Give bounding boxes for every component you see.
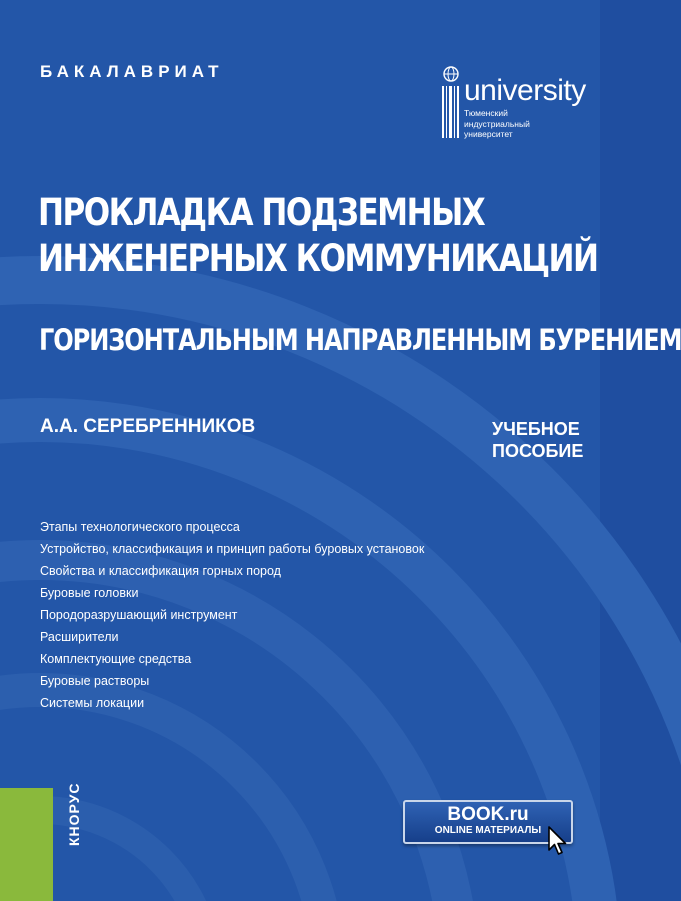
book-title <box>38 190 598 282</box>
publisher-name: КНОРУС <box>66 782 82 846</box>
bookru-sublabel: ONLINE МАТЕРИАЛЫ <box>434 825 542 836</box>
list-item: Системы локации <box>40 696 145 710</box>
university-subtitle: Тюменский индустриальный университет <box>464 108 530 139</box>
list-item: Устройство, классификация и принцип работы буровых установок <box>40 542 425 556</box>
list-item: Свойства и классификация горных пород <box>40 564 281 578</box>
book-kind <box>492 418 584 462</box>
barcode-icon <box>442 86 460 138</box>
series-label: БАКАЛАВРИАТ <box>40 62 224 81</box>
title-line-2: ИНЖЕНЕРНЫХ КОММУНИКАЦИЙ <box>38 237 598 280</box>
publisher-color-strip <box>0 788 53 901</box>
kind-line-1: УЧЕБНОЕ <box>492 419 580 439</box>
topics-list <box>40 516 424 714</box>
university-logo <box>440 64 586 144</box>
book-subtitle: ГОРИЗОНТАЛЬНЫМ НАПРАВЛЕННЫМ БУРЕНИЕМ <box>39 323 681 357</box>
list-item: Буровые головки <box>40 586 139 600</box>
list-item: Породоразрушающий инструмент <box>40 608 238 622</box>
title-line-1: ПРОКЛАДКА ПОДЗЕМНЫХ <box>38 191 485 234</box>
list-item: Расширители <box>40 630 119 644</box>
author-name: А.А. СЕРЕБРЕННИКОВ <box>40 416 256 437</box>
list-item: Этапы технологического процесса <box>40 520 240 534</box>
list-item: Комплектующие средства <box>40 652 192 666</box>
globe-icon <box>443 66 459 82</box>
bookru-label: BOOK.ru <box>447 804 529 825</box>
list-item: Буровые растворы <box>40 674 150 688</box>
cursor-arrow-icon <box>547 825 569 857</box>
kind-line-2: ПОСОБИЕ <box>492 441 584 461</box>
university-word: university <box>464 74 586 107</box>
